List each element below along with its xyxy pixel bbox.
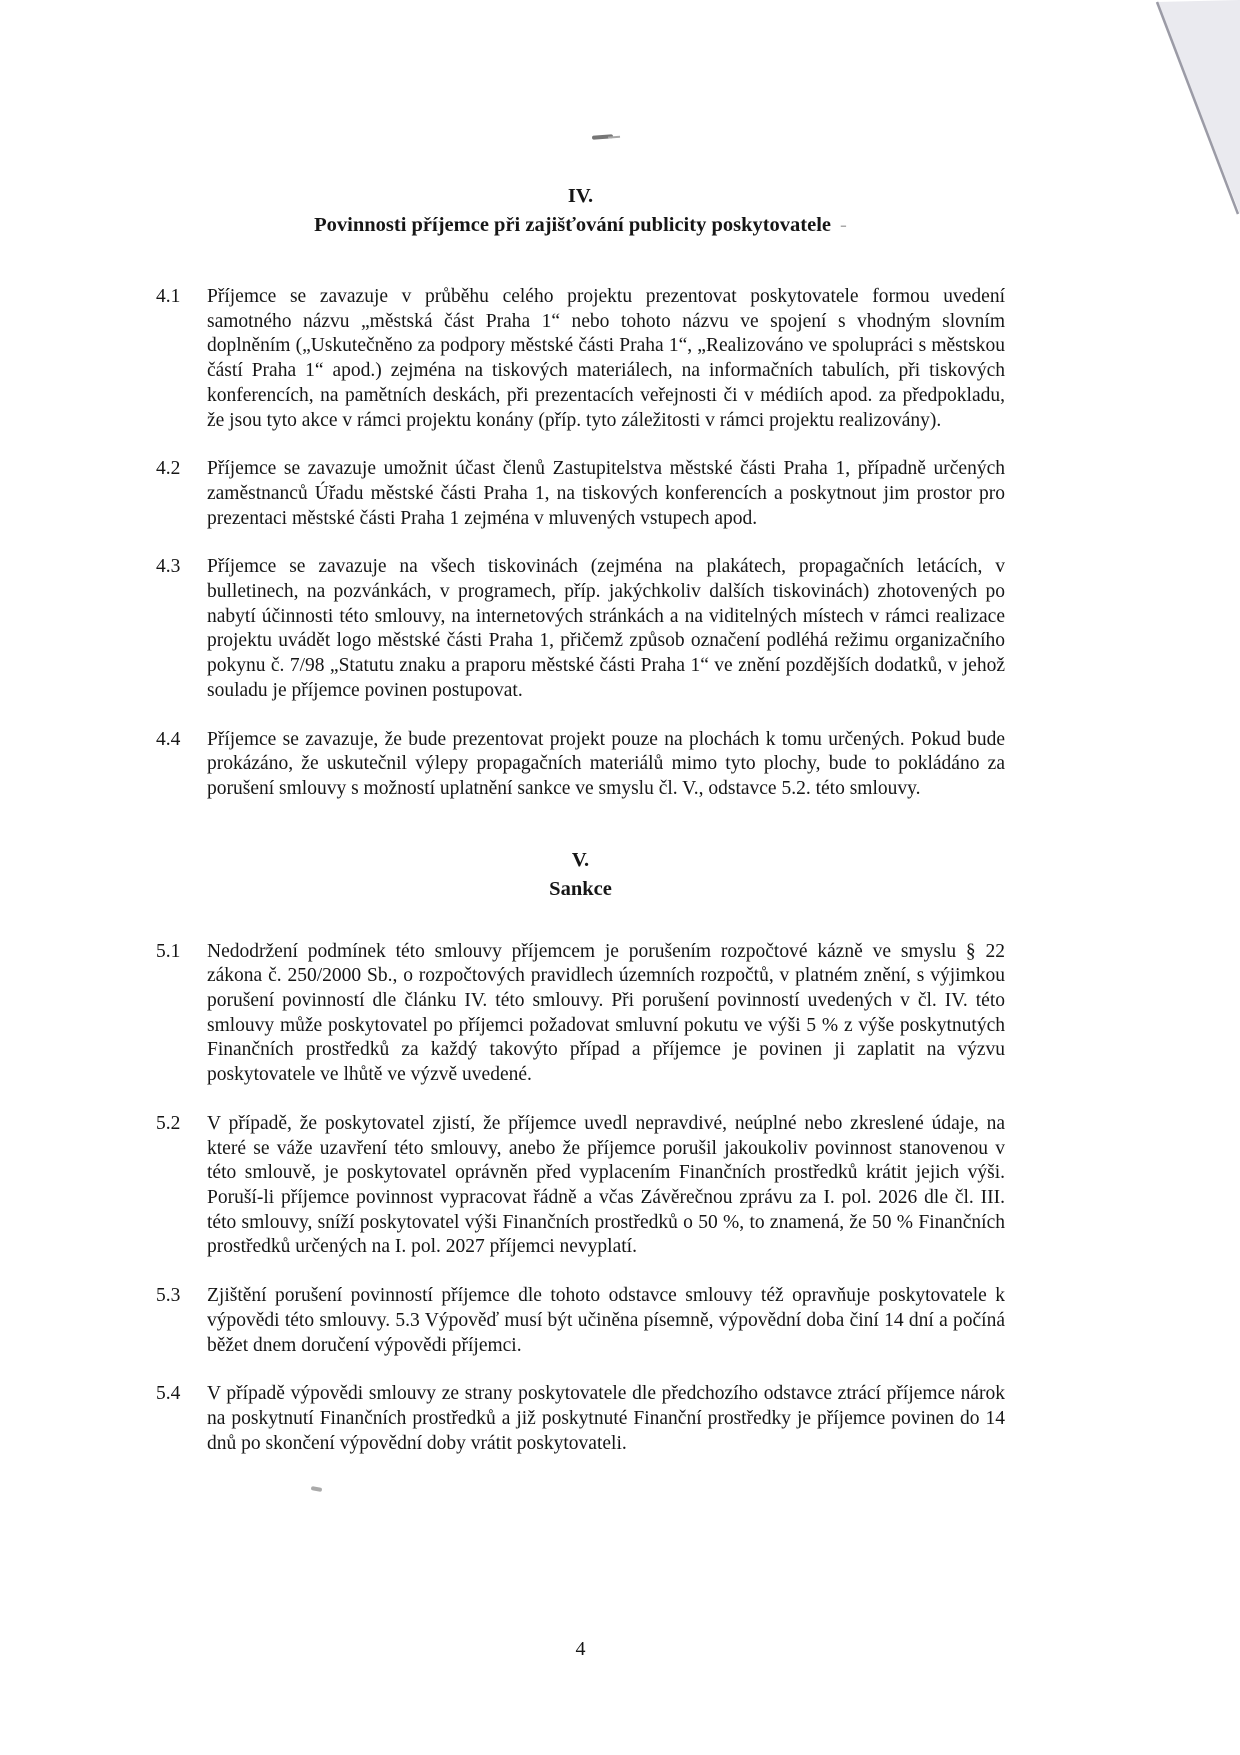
clause-5-3-number: 5.3 xyxy=(156,1285,181,1307)
clause-4-2-text: Příjemce se zavazuje umožnit účast členů Zastupitelstva městské části Praha 1, případně určených zaměstnanců Úřadu městské části Praha 1, na tiskových konferencích a poskytnout jim prostor pro prezentaci městské části Praha 1 zejména v mluvených vstupech apod. xyxy=(207,458,1005,529)
clause-5-4-number: 5.4 xyxy=(156,1383,181,1405)
section-v-title xyxy=(549,878,612,900)
clause-list-section-iv xyxy=(156,285,1005,802)
scan-smudge-top xyxy=(592,134,613,139)
section-iv-numeral: IV. xyxy=(567,185,594,207)
clause-5-2-number: 5.2 xyxy=(156,1112,181,1134)
clause-5-1 xyxy=(156,940,1005,1088)
page-footer xyxy=(156,1638,1005,1661)
scan-smudge-under-14 xyxy=(311,1486,323,1492)
clause-5-4-text: V případě výpovědi smlouvy ze strany poskytovatele dle předchozího odstavce ztrácí příjemce nárok na poskytnutí Finančních prostředků a již poskytnuté Finanční prostředky je příjemce povinen do 14 dnů po skončení výpovědní doby vrátit poskytovateli. xyxy=(207,1383,1005,1454)
clause-list-section-v xyxy=(156,940,1005,1457)
section-iv-title-text: Povinnosti příjemce při zajišťování publicity poskytovatele xyxy=(314,214,832,236)
clause-4-4 xyxy=(156,728,1005,802)
clause-4-4-text: Příjemce se zavazuje, že bude prezentovat projekt pouze na plochách k tomu určených. Pokud bude prokázáno, že uskutečnil výlepy propagačních materiálů mimo tyto plochy, bude to pokládáno za porušení smlouvy s možností uplatnění sankce ve smyslu čl. V., odstavce 5.2. této smlouvy. xyxy=(207,728,1005,799)
clause-5-1-number: 5.1 xyxy=(156,940,181,962)
clause-5-1-text: Nedodržení podmínek této smlouvy příjemcem je porušením rozpočtové kázně ve smyslu § 22 zákona č. 250/2000 Sb., o rozpočtových pravidlech územních rozpočtů, v platném znění, s výjimkou porušení povinností dle článku IV. této smlouvy. Při porušení povinností uvedených v čl. IV. této smlouvy může poskytovatel po příjemci požadovat smluvní pokutu ve výši 5 % z výše poskytnutých Finančních prostředků za každý takovýto případ a příjemce je povinen ji zaplatit na výzvu poskytovatele ve lhůtě ve výzvě uvedené. xyxy=(207,940,1005,1086)
clause-4-3-number: 4.3 xyxy=(156,556,181,578)
clause-4-4-number: 4.4 xyxy=(156,728,181,750)
clause-4-2-number: 4.2 xyxy=(156,458,181,480)
clause-4-3 xyxy=(156,555,1005,703)
clause-5-3 xyxy=(156,1284,1005,1358)
clause-4-1-number: 4.1 xyxy=(156,286,181,307)
title-dash-artifact: - xyxy=(840,214,847,236)
clause-4-1-text: Příjemce se zavazuje v průběhu celého projektu prezentovat poskytovatele formou uvedení samotného názvu „městská část Praha 1“ nebo tohoto názvu ve spojení s vhodným slovním doplněním („Uskutečněno za podpory městské části Praha 1“, „Realizováno ve spolupráci s městskou částí Praha 1“ apod.) zejména na tiskových materiálech, na informačních tabulích, při tiskových konferencích, na pamětních deskách, při prezentacích veřejnosti či v médiích apod. za předpokladu, že jsou tyto akce v rámci projektu konány (příp. tyto záležitosti v rámci projektu realizovány). xyxy=(207,286,1005,431)
clause-5-3-text: Zjištění porušení povinností příjemce dle tohoto odstavce smlouvy též opravňuje poskytovatele k výpovědi této smlouvy. 5.3 Výpověď musí být učiněna písemně, výpovědní doba činí 14 dní a počíná běžet dnem doručení výpovědi příjemci. xyxy=(207,1285,1005,1356)
section-heading-iv xyxy=(156,184,1005,238)
contract-body xyxy=(156,184,1005,1480)
page-corner-fold-icon xyxy=(1155,0,1240,216)
section-heading-v xyxy=(156,848,1005,902)
section-v-title-text: Sankce xyxy=(549,877,612,900)
clause-5-2-text: V případě, že poskytovatel zjistí, že příjemce uvedl nepravdivé, neúplné nebo zkreslené údaje, na které se váže uzavření této smlouvy, anebo že příjemce porušil jakoukoliv povinnost stanovenou v této smlouvě, je poskytovatel oprávněn před vyplacením Finančních prostředků krátit jejich výši. Poruší-li příjemce povinnost vypracovat řádně a včas Závěrečnou zprávu za I. pol. 2026 dle čl. III. této smlouvy, sníží poskytovatel výši Finančních prostředků o 50 %, to znamená, že 50 % Finančních prostředků určených na I. pol. 2027 příjemci nevyplatí. xyxy=(207,1112,1005,1258)
clause-4-2 xyxy=(156,457,1005,531)
clause-4-1 xyxy=(156,285,1005,433)
page-number: 4 xyxy=(575,1638,586,1660)
clause-4-3-text: Příjemce se zavazuje na všech tiskovinách (zejména na plakátech, propagačních letácích, v bulletinech, na pozvánkách, v programech, příp. jakýchkoliv dalších tiskovinách) zhotovených po nabytí účinnosti této smlouvy, na internetových stránkách a na viditelných místech v rámci realizace projektu uvádět logo městské části Praha 1, přičemž způsob označení podléhá režimu organizačního pokynu č. 7/98 „Statutu znaku a praporu městské části Praha 1“ ve znění pozdějších dodatků, v jehož souladu je příjemce povinen postupovat. xyxy=(207,556,1005,701)
clause-5-4 xyxy=(156,1382,1005,1456)
section-v-numeral: V. xyxy=(571,848,590,871)
section-iv-title xyxy=(314,214,847,236)
clause-5-2 xyxy=(156,1112,1005,1260)
